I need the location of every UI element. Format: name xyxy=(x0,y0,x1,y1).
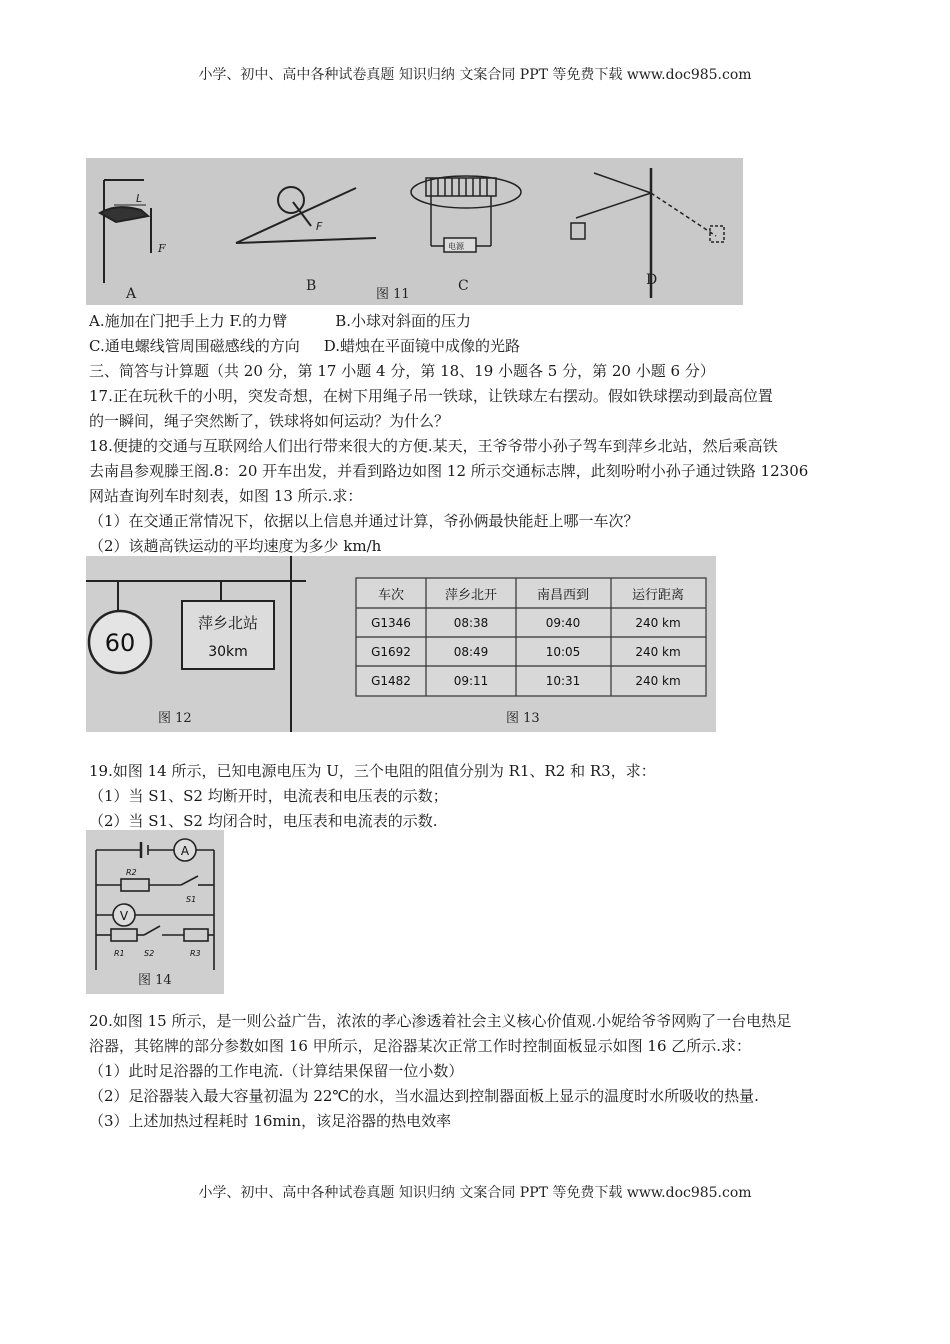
options-row-1 xyxy=(89,312,471,330)
options-row-2 xyxy=(89,337,520,355)
q20-sub-2: （2）足浴器装入最大容量初温为 22℃的水，当水温达到控制器面板上显示的温度时水所吸收的热量. xyxy=(89,1087,759,1105)
q18-line-2: 去南昌参观滕王阁.8：20 开车出发，并看到路边如图 12 所示交通标志牌，此刻吩咐小孙子通过铁路 12306 xyxy=(89,462,809,480)
q20-sub-3: （3）上述加热过程耗时 16min，该足浴器的热电效率 xyxy=(89,1112,452,1130)
option-d: D.蜡烛在平面镜中成像的光路 xyxy=(323,337,520,355)
timetable-header-depart: 萍乡北开 xyxy=(444,588,498,603)
voltmeter-label: V xyxy=(119,909,129,923)
figure-12-13-image xyxy=(86,556,716,732)
section-3-heading: 三、简答与计算题（共 20 分，第 17 小题 4 分，第 18、19 小题各 5 分，第 20 小题 6 分） xyxy=(89,362,715,380)
figure-14-image xyxy=(86,830,224,994)
figure-11c-power-label: 电源 xyxy=(448,242,464,251)
speed-limit-value: 60 xyxy=(104,629,136,657)
figure-13-caption: 图 13 xyxy=(506,711,540,726)
q18-sub-2: （2）该趟高铁运动的平均速度为多少 km/h xyxy=(89,537,382,555)
figure-11a-label: A xyxy=(126,286,137,302)
figure-11b-incline xyxy=(236,187,376,243)
timetable-cell: 10:31 xyxy=(545,674,581,688)
r2-label: R2 xyxy=(126,868,137,877)
timetable-cell: 240 km xyxy=(635,616,681,630)
q18-line-1: 18.便捷的交通与互联网给人们出行带来很大的方便.某天，王爷爷带小孙子驾车到萍乡北站，然后乘高铁 xyxy=(89,437,778,455)
figure-11b-label: B xyxy=(306,278,317,294)
timetable-cell: G1346 xyxy=(371,616,411,630)
r3-label: R3 xyxy=(190,949,201,958)
page-header: 小学、初中、高中各种试卷真题 知识归纳 文案合同 PPT 等免费下载 www.doc985.com xyxy=(198,67,752,83)
q19-sub-2: （2）当 S1、S2 均闭合时，电压表和电流表的示数. xyxy=(89,812,438,830)
timetable-cell: 08:49 xyxy=(453,645,489,659)
figure-14-caption: 图 14 xyxy=(138,973,172,988)
page-footer: 小学、初中、高中各种试卷真题 知识归纳 文案合同 PPT 等免费下载 www.doc985.com xyxy=(198,1185,752,1201)
q20-line-1: 20.如图 15 所示，是一则公益广告，浓浓的孝心渗透着社会主义核心价值观.小妮给爷爷网购了一台电热足 xyxy=(89,1012,792,1030)
timetable-header-train: 车次 xyxy=(377,588,405,603)
timetable-header-arrive: 南昌西到 xyxy=(536,588,590,603)
q17-line-1: 17.正在玩秋千的小明，突发奇想，在树下用绳子吊一铁球，让铁球左右摆动。假如铁球摆动到最高位置 xyxy=(89,387,773,405)
figure-11c-label: C xyxy=(458,278,469,294)
timetable-cell: G1692 xyxy=(371,645,411,659)
figure-11-caption: 图 11 xyxy=(376,287,410,302)
figure-11-image xyxy=(86,158,743,305)
timetable-cell: 09:11 xyxy=(453,674,489,688)
q20-line-2: 浴器，其铭牌的部分参数如图 16 甲所示，足浴器某次正常工作时控制面板显示如图 16 乙所示.求： xyxy=(89,1037,752,1055)
timetable-header-distance: 运行距离 xyxy=(631,588,685,603)
station-distance: 30km xyxy=(208,644,248,660)
s2-label: S2 xyxy=(144,949,155,958)
option-a: A.施加在门把手上力 F.的力臂 xyxy=(89,312,288,330)
option-b: B.小球对斜面的压力 xyxy=(335,312,472,330)
r1-label: R1 xyxy=(114,949,125,958)
ammeter-label: A xyxy=(180,844,190,858)
figure-11c-solenoid xyxy=(411,176,521,252)
q19-sub-1: （1）当 S1、S2 均断开时，电流表和电压表的示数； xyxy=(89,787,448,805)
s1-label: S1 xyxy=(186,895,197,904)
svg-text:F: F xyxy=(316,220,323,233)
option-c: C.通电螺线管周围磁感线的方向 xyxy=(89,337,300,355)
timetable-cell: 09:40 xyxy=(545,616,581,630)
q19-line-1: 19.如图 14 所示，已知电源电压为 U，三个电阻的阻值分别为 R1、R2 和 R3，求： xyxy=(89,762,656,780)
timetable-cell: 08:38 xyxy=(453,616,489,630)
q18-sub-1: （1）在交通正常情况下，依据以上信息并通过计算，爷孙俩最快能赶上哪一车次？ xyxy=(89,512,639,530)
figure-11a-door-handle xyxy=(100,180,151,283)
q17-line-2: 的一瞬间，绳子突然断了，铁球将如何运动？为什么？ xyxy=(89,412,450,430)
station-name: 萍乡北站 xyxy=(197,614,259,632)
figure-11d-label: D xyxy=(646,272,658,288)
timetable-cell: 240 km xyxy=(635,645,681,659)
timetable-cell: G1482 xyxy=(371,674,411,688)
q20-sub-1: （1）此时足浴器的工作电流.（计算结果保留一位小数） xyxy=(89,1062,464,1080)
timetable-cell: 240 km xyxy=(635,674,681,688)
figure-12-caption: 图 12 xyxy=(158,711,192,726)
timetable-cell: 10:05 xyxy=(545,645,581,659)
figure-11a-force-label: F xyxy=(158,242,166,255)
svg-text:L: L xyxy=(136,192,143,205)
q18-line-3: 网站查询列车时刻表，如图 13 所示.求： xyxy=(89,487,363,505)
